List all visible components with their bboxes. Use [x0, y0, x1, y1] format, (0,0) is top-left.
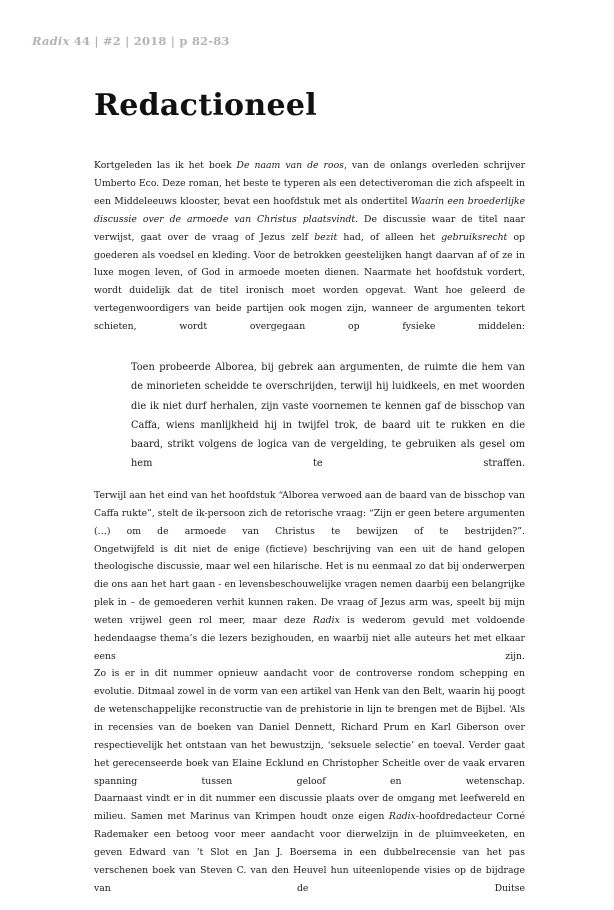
- paragraph-4-text-a: Daarnaast vindt er in dit nummer een discussie plaats over de omgang met leefwereld en milieu. Samen met Marinus van Krimpen houdt onze eigen: [94, 793, 525, 823]
- paragraph-2-text-b: is wederom gevuld met voldoende hedendaagse thema’s die lezers bezighouden, en waarbij niet alle auteurs het met elkaar eens zijn.: [94, 614, 525, 662]
- intro-text: [94, 157, 525, 336]
- main-paragraphs: [94, 487, 525, 897]
- journal-name: Radix: [32, 34, 70, 48]
- book-title: De naam van de roos: [236, 160, 344, 171]
- paragraph-4-text-b: -hoofdredacteur Corné Rademaker een betoog voor meer aandacht voor dierwelzijn in de pluimveeketen, en geven Edward van ’t Slot en Jan J. Boersema in een dubbelrecensie van het pas verschenen boek van Steven C. van den Heuvel hun uiteenlopende visies op de bijdrage van de Duitse: [94, 811, 525, 894]
- intro-text-3: . De discussie waar de titel naar verwijst, gaat over de vraag of Jezus zelf: [94, 213, 525, 243]
- intro-text-2: , van de onlangs overleden schrijver Umberto Eco. Deze roman, het beste te typeren als een detectiveroman die zich afspeelt in een Middeleeuws klooster, bevat een hoofdstuk met als ondertitel: [94, 160, 526, 207]
- intro-paragraph: [94, 157, 525, 336]
- block-quote: [131, 358, 525, 474]
- intro-text-5: op goederen als voedsel en kleding. Voor de betrokken geestelijken hangt daarvan af of ze in luxe mogen leven, of God in armoede moeten dienen. Naarmate het hoofdstuk vordert, wordt duidelijk dat de titel ironisch moet worden opgevat. Want hoe geleerd de vertegenwoordigers van beide partijen ook mogen zijn, wanneer de argumenten tekort schieten, wordt overgegaan op fysieke middelen:: [94, 231, 525, 333]
- paragraph-3: Zo is er in dit nummer opnieuw aandacht voor de controverse rondom schepping en evolutie. Ditmaal zowel in de vorm van een artikel van Henk van den Belt, waarin hij poogt de wetenschappelijke reconstructie van de prehistorie in lijn te brengen met de Bijbel. ‘Als in recensies van de boeken van Daniel Dennett, Richard Prum en Karl Giberson over respectievelijk het ontstaan van het bewustzijn, ‘seksuele selectie’ en toeval. Verder gaat het gerecenseerde boek van Elaine Ecklund en Christopher Scheitle over de vaak ervaren spanning tussen geloof en wetenschap.: [94, 668, 525, 787]
- term-bezit: bezit: [314, 231, 338, 243]
- chapter-subtitle: Waarin een broederlijke discussie over de armoede van Christus plaatsvindt: [94, 195, 525, 225]
- running-header: [32, 34, 230, 48]
- paragraph-2-text-a: Ongetwijfeld is dit niet de enige (fictieve) beschrijving van een uit de hand gelopen theologische discussie, maar wel een hilarische. Het is nu eenmaal zo dat bij onderwerpen die ons aan het hart gaan - en levensbeschouwelijke vragen nemen daarbij een belangrijke plek in – de gemoederen verhit kunnen raken. De vraag of Jezus arm was, speelt bij mijn weten vrijwel geen rol meer, maar deze: [94, 543, 525, 626]
- paragraph-4: [94, 790, 525, 897]
- paragraph-1: Terwijl aan het eind van het hoofdstuk “Alborea verwoed aan de baard van de bisschop van Caffa rukte”, stelt de ik-persoon zich de retorische vraag: “Zijn er geen betere argumenten (…) om de armoede van Christus te bewijzen of te bestrijden?”.: [94, 490, 525, 537]
- page-title: Redactioneel: [94, 88, 317, 123]
- intro-text-1: Kortgeleden las ik het boek: [94, 160, 237, 171]
- issue-citation: 44 | #2 | 2018 | p 82-83: [69, 34, 230, 48]
- paragraph-2: [94, 541, 525, 666]
- radix-italic: Radix: [388, 811, 416, 823]
- term-gebruiksrecht: gebruiksrecht: [441, 231, 508, 243]
- intro-text-4: had, of alleen het: [337, 231, 442, 243]
- quote-text: Toen probeerde Alborea, bij gebrek aan argumenten, de ruimte die hem van de minorieten scheidde te overschrijden, terwijl hij luidkeels, en met woorden die ik niet durf herhalen, zijn vaste voornemen te kennen gaf de bisschop van Caffa, wiens manlijkheid hij in twijfel trok, de baard uit te rukken en die baard, strikt volgens de logica van de vergelding, te gebruiken als gesel om hem te straffen.: [131, 362, 525, 470]
- radix-italic: Radix: [312, 614, 340, 626]
